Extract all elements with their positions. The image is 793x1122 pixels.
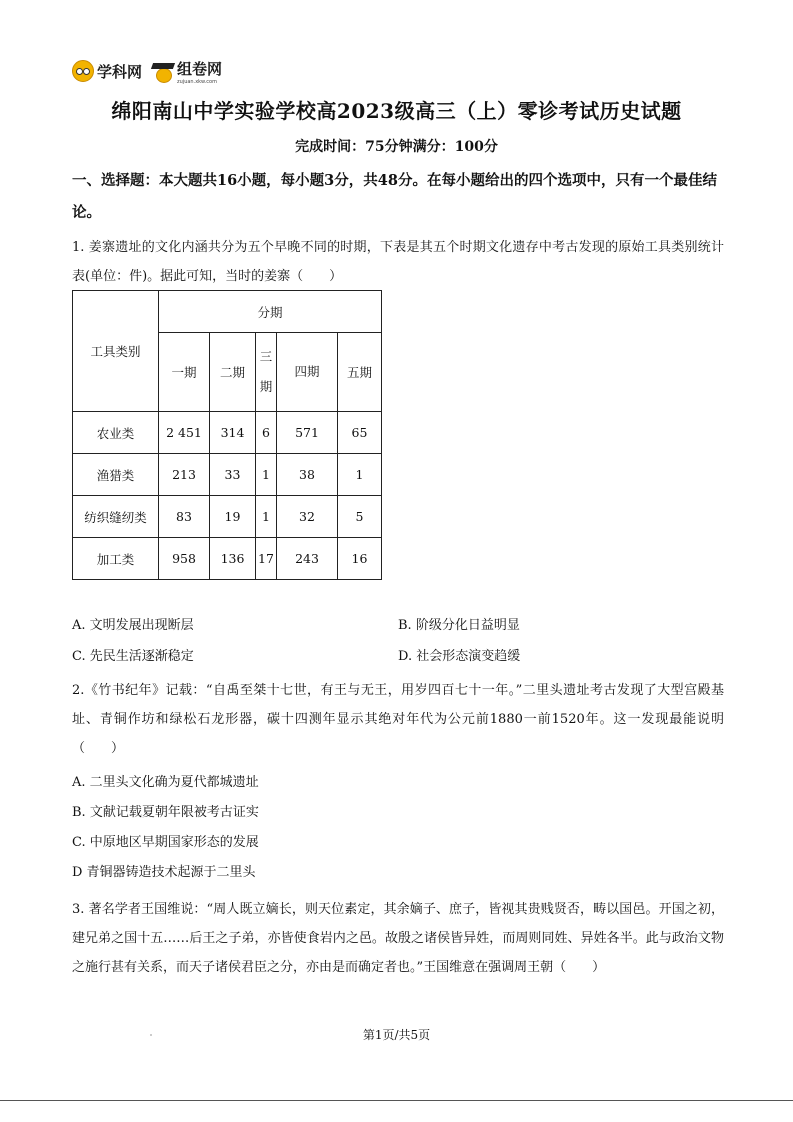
period-header: 三期	[256, 333, 277, 412]
table-cell: 33	[210, 454, 256, 496]
period-header: 四期	[277, 333, 338, 412]
table-group-header: 分期	[159, 291, 382, 333]
smiley-face-icon	[72, 60, 94, 82]
section-heading: 一、选择题：本大题共16小题，每小题3分，共48分。在每小题给出的四个选项中，只有一个最佳结论。	[72, 172, 717, 221]
table-cell: 213	[159, 454, 210, 496]
table-cell: 83	[159, 496, 210, 538]
table-cell: 农业类	[73, 412, 159, 454]
table-cell: 1	[256, 454, 277, 496]
logo1-text: 学科网	[97, 62, 143, 81]
page-bottom-divider	[0, 1100, 793, 1101]
table-cell: 19	[210, 496, 256, 538]
q1-option-b[interactable]: B. 阶级分化日益明显	[398, 618, 520, 633]
question-2-stem: 2.《竹书纪年》记载：“自禹至桀十七世，有王与无王，用岁四百七十一年。”二里头遗址考古发现了大型宫殿基址、青铜作坊和绿松石龙形器，碳十四测年显示其绝对年代为公元前1880一前1520年。这一发现最能说明（ ）	[72, 683, 724, 756]
table-cell: 1	[256, 496, 277, 538]
page-number: 第1页/共5页	[362, 1028, 431, 1042]
table-cell: 加工类	[73, 538, 159, 580]
period-header: 五期	[338, 333, 382, 412]
q2-option-a[interactable]: A. 二里头文化确为夏代都城遗址	[72, 775, 259, 790]
table-cell: 6	[256, 412, 277, 454]
q2-option-b[interactable]: B. 文献记载夏朝年限被考古证实	[72, 805, 259, 820]
table-cell: 38	[277, 454, 338, 496]
table-row	[73, 454, 382, 496]
table-row	[73, 538, 382, 580]
zujuanwang-logo[interactable]	[152, 58, 222, 85]
table-row	[73, 412, 382, 454]
logo2-subtext: zujuan.xkw.com	[177, 78, 217, 85]
table-cell: 571	[277, 412, 338, 454]
table-cell: 243	[277, 538, 338, 580]
period-header: 二期	[210, 333, 256, 412]
table-cell: 65	[338, 412, 382, 454]
question-1-stem: 1. 姜寨遗址的文化内涵共分为五个早晚不同的时期，下表是其五个时期文化遗存中考古发现的原始工具类别统计表(单位：件)。据此可知，当时的姜寨（ ）	[72, 240, 724, 284]
table-cell: 2 451	[159, 412, 210, 454]
q1-option-d[interactable]: D. 社会形态演变趋缓	[398, 649, 521, 664]
tool-statistics-table	[72, 290, 382, 580]
table-cell: 958	[159, 538, 210, 580]
table-corner-header: 工具类别	[73, 291, 159, 412]
table-row	[73, 496, 382, 538]
q1-option-a[interactable]: A. 文明发展出现断层	[72, 618, 194, 633]
table-cell: 渔猎类	[73, 454, 159, 496]
table-cell: 17	[256, 538, 277, 580]
xuekewang-logo[interactable]	[72, 60, 142, 82]
page-title: 绵阳南山中学实验学校高2023级高三（上）零诊考试历史试题	[111, 99, 682, 123]
table-cell: 314	[210, 412, 256, 454]
q2-option-c[interactable]: C. 中原地区早期国家形态的发展	[72, 835, 259, 850]
period-header: 一期	[159, 333, 210, 412]
table-cell: 136	[210, 538, 256, 580]
exam-time-score: 完成时间：75分钟满分：100分	[295, 139, 498, 155]
q1-option-c[interactable]: C. 先民生活逐渐稳定	[72, 649, 194, 664]
question-3-stem: 3. 著名学者王国维说：“周人既立嫡长，则天位素定，其余嫡子、庶子，皆视其贵贱贤否，畴以国邑。开国之初，建兄弟之国十五……后王之子弟，亦皆使食岩内之邑。故殷之诸侯皆异姓，而周则同姓、异姓各半。此与政治文物之施行甚有关系，而天子诸侯君臣之分，亦由是而确定者也。”王国维意在强调周王朝（ ）	[72, 902, 724, 975]
table-cell: 5	[338, 496, 382, 538]
table-cell: 纺织缝纫类	[73, 496, 159, 538]
table-cell: 16	[338, 538, 382, 580]
table-cell: 32	[277, 496, 338, 538]
table-cell: 1	[338, 454, 382, 496]
q2-option-d[interactable]: D 青铜器铸造技术起源于二里头	[72, 865, 256, 880]
graduation-cap-face-icon	[152, 61, 174, 81]
header-logos	[72, 58, 222, 84]
logo2-text: 组卷网	[177, 59, 223, 78]
